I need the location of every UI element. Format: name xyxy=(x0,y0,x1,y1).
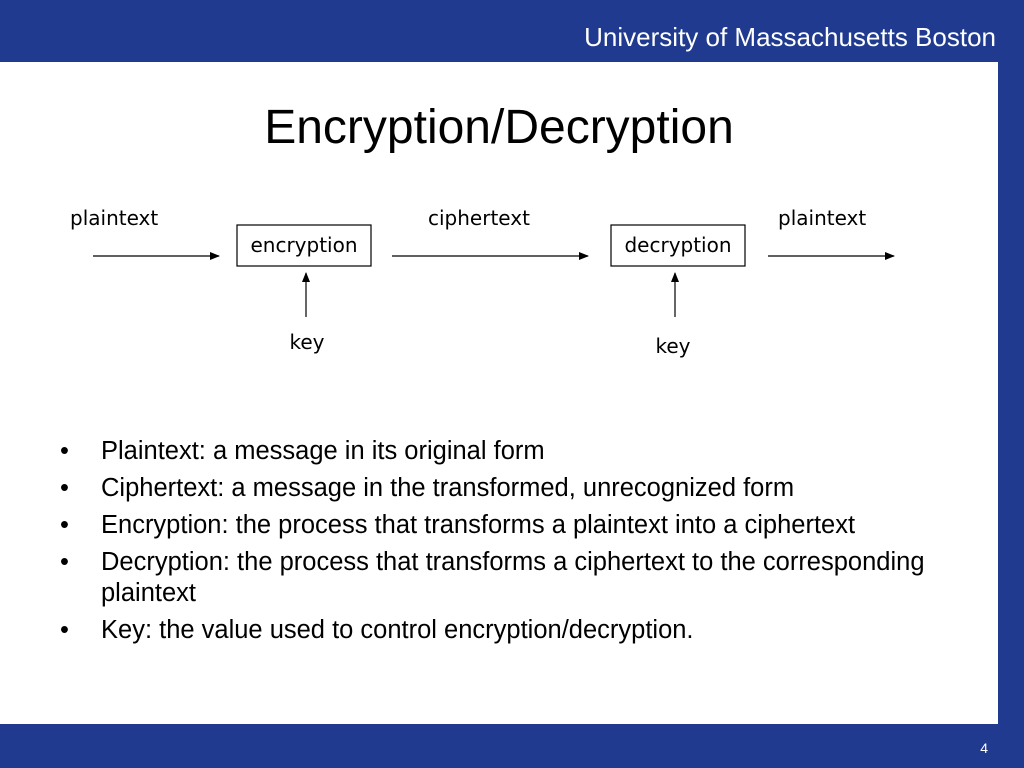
bullet-decryption xyxy=(60,547,960,609)
bullet-text: Encryption: the process that transforms a plaintext into a ciphertext xyxy=(101,511,856,539)
bullet-key xyxy=(60,615,960,646)
bullet-plaintext xyxy=(60,436,960,467)
bullet-text: Plaintext: a message in its original form xyxy=(101,437,545,465)
definitions-list xyxy=(60,436,960,652)
bullet-text: Decryption: the process that transforms a ciphertext to the corresponding plaintext xyxy=(101,548,925,607)
decryption-box-label: decryption xyxy=(624,233,732,257)
bullet-marker: • xyxy=(60,511,69,539)
page-number: 4 xyxy=(980,740,988,756)
bullet-text: Key: the value used to control encryption/decryption. xyxy=(101,616,694,644)
decryption-key-label: key xyxy=(655,334,691,358)
plaintext-input-label: plaintext xyxy=(70,206,159,230)
bullet-marker: • xyxy=(60,616,69,644)
footer-bar xyxy=(0,724,1024,768)
bullet-encryption xyxy=(60,510,960,541)
bullet-marker: • xyxy=(60,548,69,576)
bullet-ciphertext xyxy=(60,473,960,504)
bullet-marker: • xyxy=(60,437,69,465)
ciphertext-label: ciphertext xyxy=(428,206,530,230)
slide-title: Encryption/Decryption xyxy=(264,101,734,154)
plaintext-output-label: plaintext xyxy=(778,206,867,230)
encryption-key-label: key xyxy=(289,330,325,354)
encryption-box-label: encryption xyxy=(250,233,358,257)
institution-name: University of Massachusetts Boston xyxy=(584,22,996,52)
bullet-marker: • xyxy=(60,474,69,502)
bullet-text: Ciphertext: a message in the transformed, unrecognized form xyxy=(101,474,795,502)
